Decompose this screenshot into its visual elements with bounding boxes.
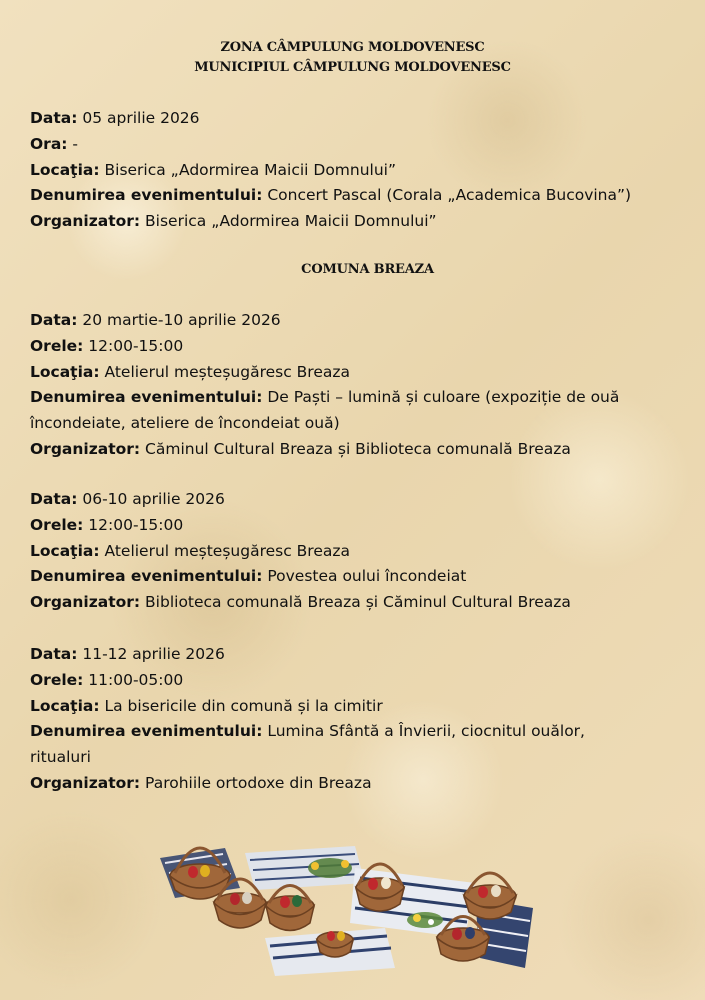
event-organizer: Organizator: Biblioteca comunală Breaza și Căminul Cultural Breaza <box>30 593 571 612</box>
event-date: Data: 20 martie-10 aprilie 2026 <box>30 311 281 329</box>
event-block <box>30 106 680 235</box>
event-date: Data: 06-10 aprilie 2026 <box>30 490 225 508</box>
event-date: Data: 05 aprilie 2026 <box>30 109 200 127</box>
event-name-continued: ritualuri <box>30 748 91 767</box>
event-time: Orele: 11:00-05:00 <box>30 670 184 689</box>
event-location: Locaţia: Atelierul meșteșugăresc Breaza <box>30 541 351 560</box>
event-block <box>30 308 680 463</box>
zone-title: ZONA CÂMPULUNG MOLDOVENESC <box>220 40 485 55</box>
event-name: Denumirea evenimentului: Concert Pascal (Corala „Academica Bucovina”) <box>30 186 632 205</box>
event-location: Locaţia: Biserica „Adormirea Maicii Domnului” <box>30 160 397 179</box>
event-block <box>30 642 680 797</box>
event-name: Denumirea evenimentului: De Paști – lumină și culoare (expoziție de ouă <box>30 388 620 407</box>
municipality-title: MUNICIPIUL CÂMPULUNG MOLDOVENESC <box>194 60 511 75</box>
event-block <box>30 487 680 616</box>
event-organizer: Organizator: Parohiile ortodoxe din Breaza <box>30 773 372 792</box>
event-location: Locaţia: Atelierul meșteșugăresc Breaza <box>30 362 351 381</box>
section-title-breaza: COMUNA BREAZA <box>301 262 434 277</box>
event-location: Locaţia: La bisericile din comună și la cimitir <box>30 696 383 715</box>
event-organizer: Organizator: Biserica „Adormirea Maicii Domnului” <box>30 212 437 231</box>
event-time: Orele: 12:00-15:00 <box>30 515 184 534</box>
easter-baskets-illustration <box>155 828 535 978</box>
event-time: Orele: 12:00-15:00 <box>30 336 184 355</box>
event-name: Denumirea evenimentului: Lumina Sfântă a Învierii, ciocnitul ouălor, <box>30 722 585 741</box>
event-organizer: Organizator: Căminul Cultural Breaza și Biblioteca comunală Breaza <box>30 439 571 458</box>
page-header <box>0 38 705 78</box>
event-name: Denumirea evenimentului: Povestea oului încondeiat <box>30 567 467 586</box>
event-time: Ora: - <box>30 134 79 153</box>
event-date: Data: 11-12 aprilie 2026 <box>30 645 225 663</box>
event-name-continued: încondeiate, ateliere de încondeiat ouă) <box>30 414 340 433</box>
